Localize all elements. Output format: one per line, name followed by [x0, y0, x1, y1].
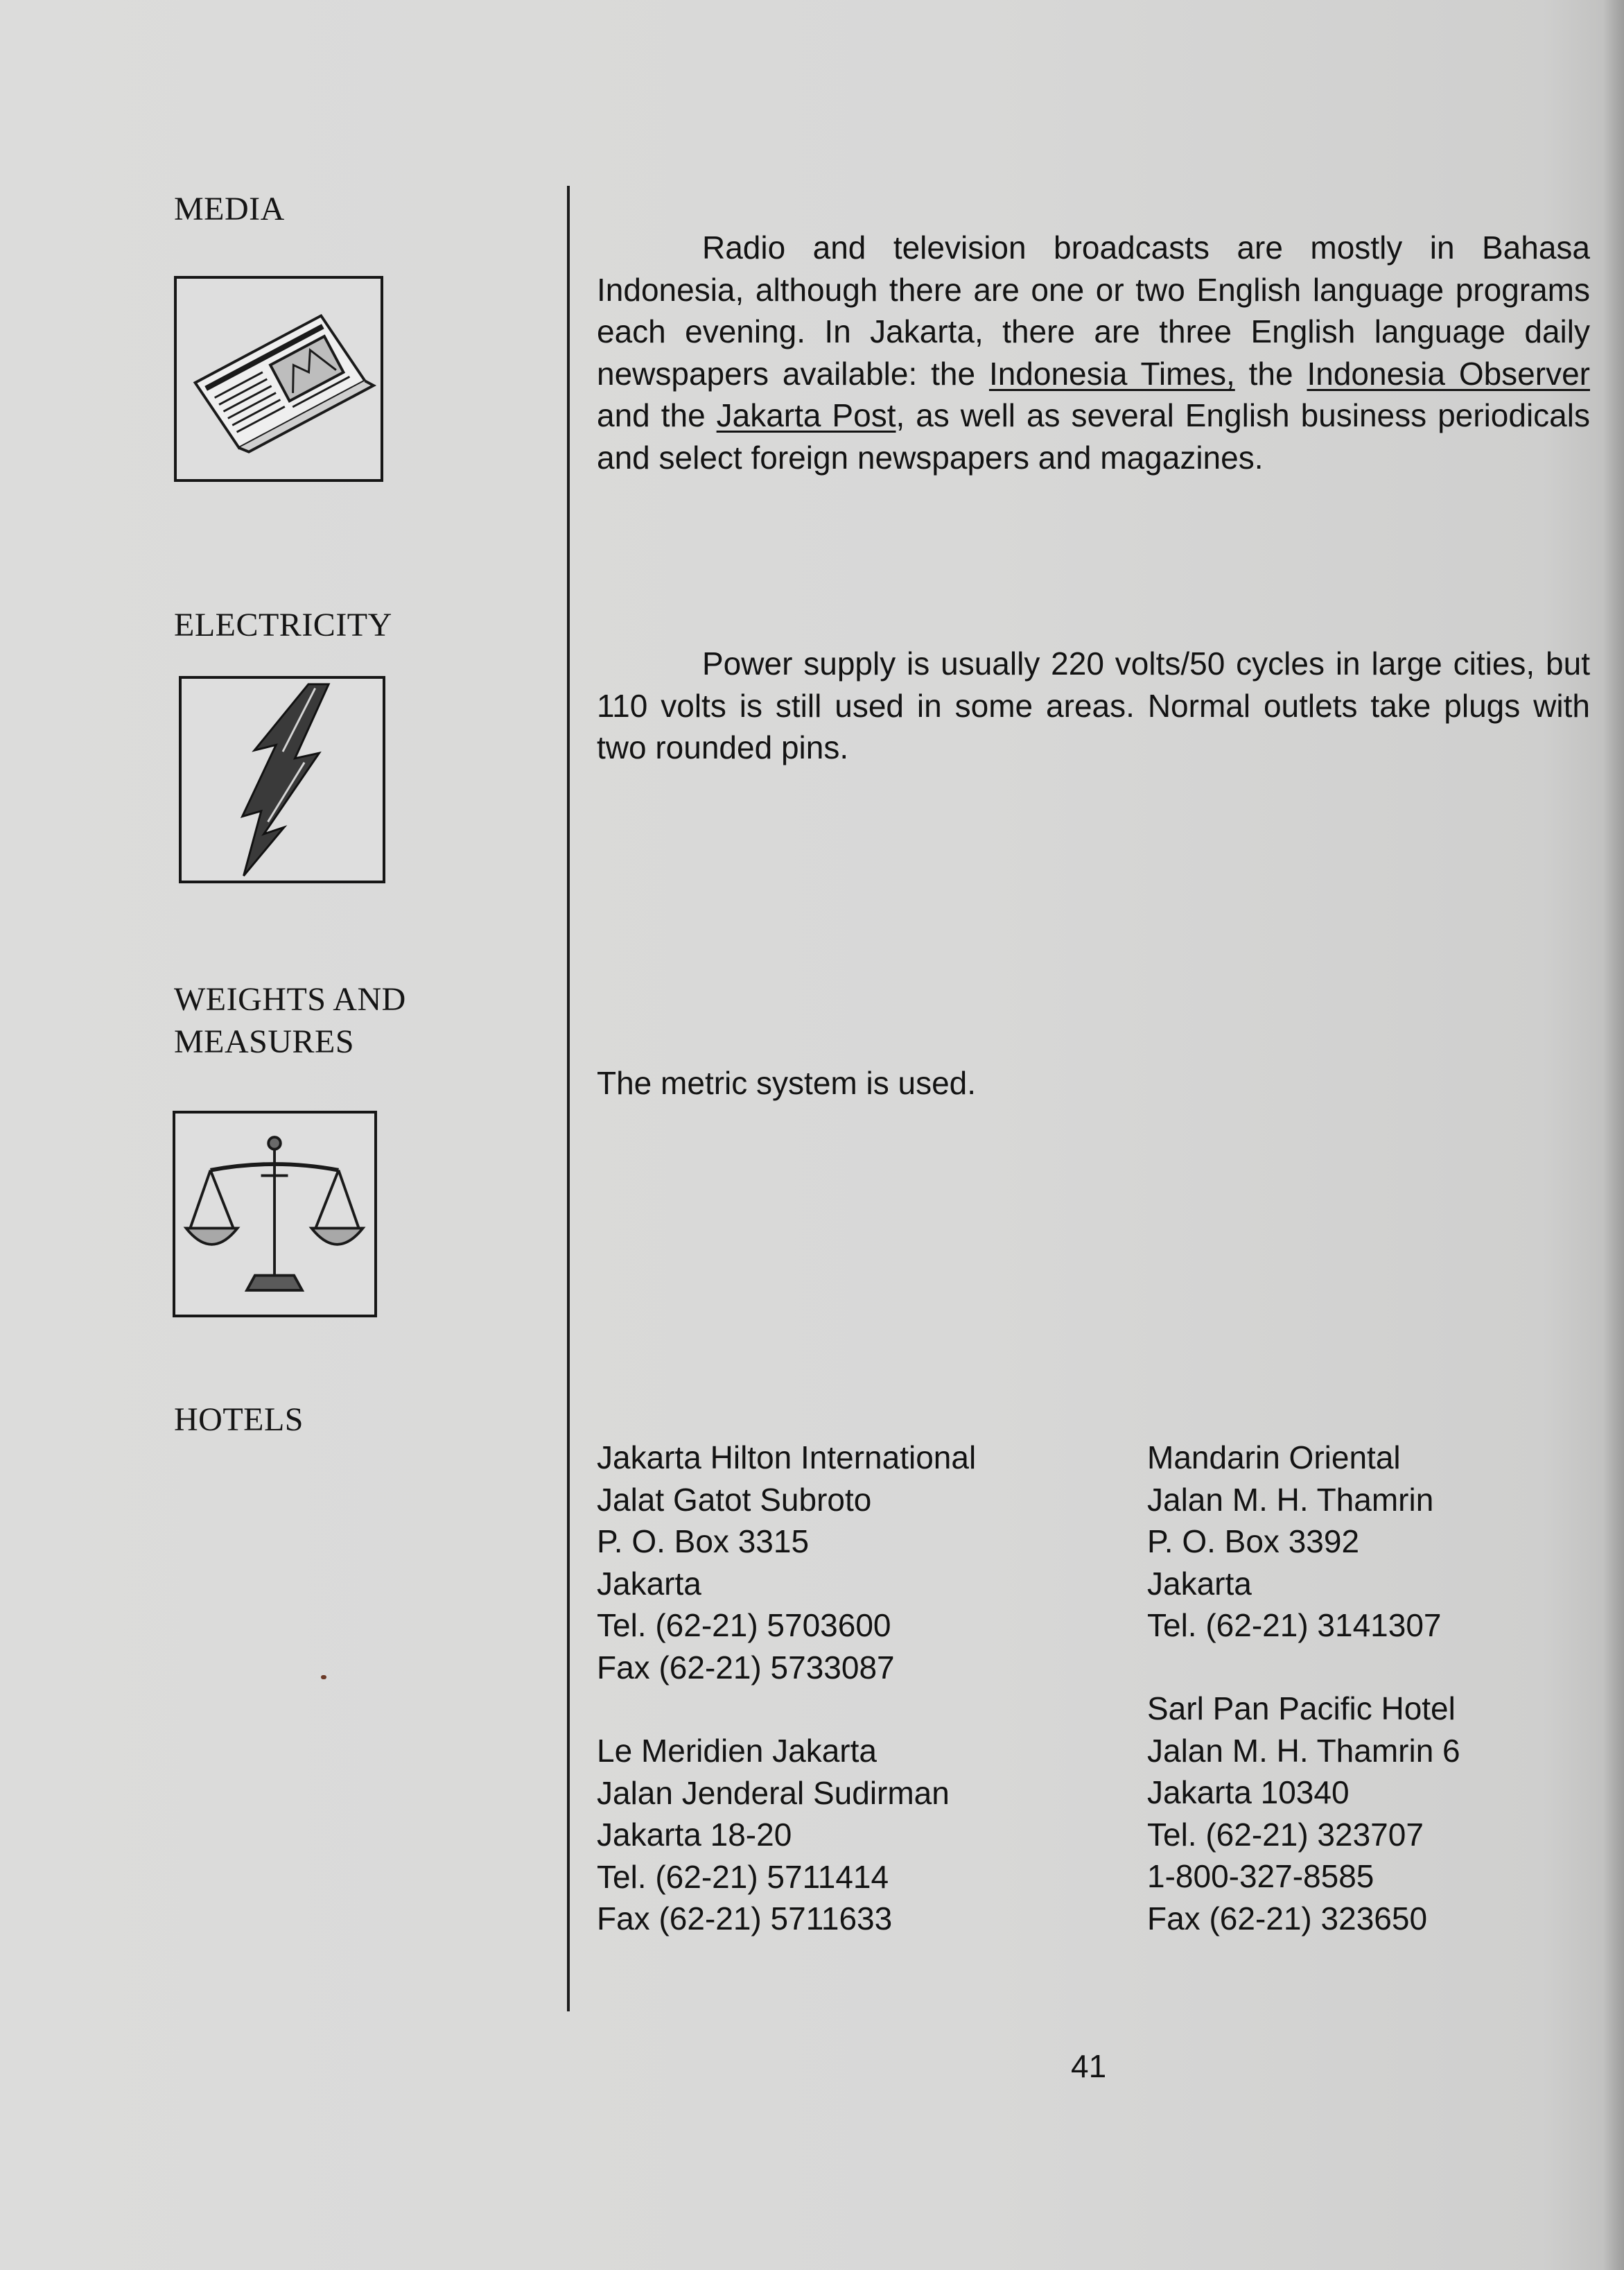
hotel-po-box: P. O. Box 3315: [597, 1523, 810, 1559]
page-edge-shadow: [1603, 0, 1624, 2270]
publication-indonesia-times: Indonesia Times,: [988, 355, 1235, 392]
hotel-toll-free: 1-800-327-8585: [1147, 1858, 1374, 1894]
hotel-po-box: P. O. Box 3392: [1147, 1523, 1360, 1559]
hotel-fax: Fax (62-21) 5711633: [597, 1900, 893, 1937]
hotel-name: Jakarta Hilton International: [597, 1439, 977, 1475]
column-divider: [567, 186, 570, 2011]
media-text-4: , as well as several English business periodicals and select foreign newspapers and magazines.: [597, 397, 1590, 476]
hotel-tel: Tel. (62-21) 5703600: [597, 1607, 891, 1643]
balance-scale-icon: [173, 1111, 377, 1317]
page-number: 41: [1071, 2048, 1107, 2084]
heading-hotels: HOTELS: [174, 1401, 304, 1438]
electricity-text: Power supply is usually 220 volts/50 cycles in large cities, but 110 volts is still used in some areas. Normal outlets take plugs with two rounded pins.: [597, 646, 1590, 765]
hotel-street: Jalat Gatot Subroto: [597, 1481, 872, 1518]
hotel-fax: Fax (62-21) 323650: [1147, 1900, 1428, 1937]
weights-paragraph: [597, 1062, 1590, 1104]
hotel-address-mandarin-oriental: [1147, 1437, 1442, 1647]
heading-electricity: ELECTRICITY: [174, 607, 392, 643]
media-paragraph: [597, 227, 1590, 478]
heading-media: MEDIA: [174, 191, 285, 227]
hotel-tel: Tel. (62-21) 5711414: [597, 1858, 889, 1895]
hotel-street: Jalan M. H. Thamrin 6: [1147, 1732, 1460, 1769]
ink-speck: [321, 1675, 326, 1679]
hotel-city: Jakarta: [1147, 1565, 1252, 1602]
media-text-2: the: [1234, 355, 1307, 392]
media-text-1: Radio and television broadcasts are mostly in Bahasa Indonesia, although there are one or two English language programs each evening. In Jakarta, there are three English language daily newspapers available: the: [597, 229, 1590, 392]
hotel-street: Jalan Jenderal Sudirman: [597, 1774, 950, 1811]
lightning-bolt-icon: [179, 676, 385, 883]
heading-weights-line1: WEIGHTS AND: [174, 981, 406, 1018]
hotel-name: Sarl Pan Pacific Hotel: [1147, 1690, 1456, 1726]
hotel-name: Le Meridien Jakarta: [597, 1733, 877, 1769]
hotel-city: Jakarta: [597, 1565, 701, 1602]
hotel-tel: Tel. (62-21) 323707: [1147, 1816, 1424, 1853]
hotel-address-le-meridien: [597, 1730, 950, 1940]
hotel-name: Mandarin Oriental: [1147, 1439, 1401, 1475]
hotel-street: Jalan M. H. Thamrin: [1147, 1481, 1434, 1518]
hotel-address-pan-pacific: [1147, 1688, 1460, 1939]
publication-jakarta-post: Jakarta Post: [716, 397, 896, 433]
media-text-3: and the: [597, 397, 717, 433]
heading-weights-line2: MEASURES: [174, 1023, 355, 1060]
hotel-address-jakarta-hilton: [597, 1437, 976, 1688]
hotel-tel: Tel. (62-21) 3141307: [1147, 1607, 1442, 1643]
hotel-city: Jakarta 18-20: [597, 1817, 792, 1853]
newspaper-icon: [174, 276, 383, 482]
electricity-paragraph: [597, 643, 1590, 769]
weights-text: The metric system is used.: [597, 1065, 977, 1101]
hotel-city: Jakarta 10340: [1147, 1774, 1350, 1810]
publication-indonesia-observer: Indonesia Observer: [1307, 355, 1590, 392]
hotel-fax: Fax (62-21) 5733087: [597, 1649, 895, 1686]
